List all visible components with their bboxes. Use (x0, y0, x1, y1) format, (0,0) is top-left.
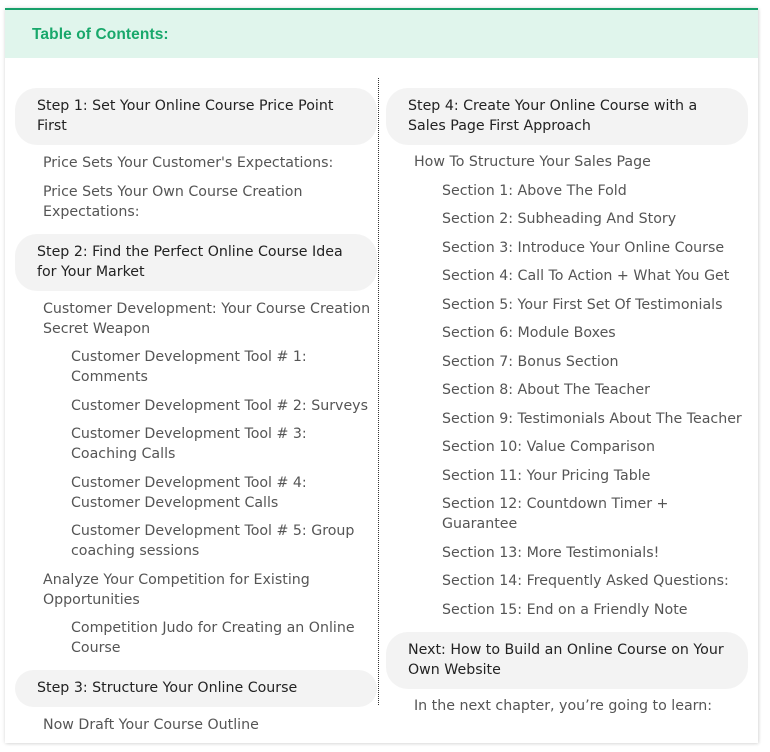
toc-link[interactable]: Section 11: Your Pricing Table (442, 467, 651, 484)
toc-link[interactable]: Now Draft Your Course Outline (43, 717, 259, 733)
toc-link[interactable]: Section 14: Frequently Asked Questions: (442, 573, 729, 589)
toc-link[interactable]: Section 12: Countdown Timer + Guarantee (442, 496, 669, 532)
toc-step-2-link[interactable]: Step 2: Find the Perfect Online Course Idea for Your Market (15, 234, 377, 291)
toc-link[interactable]: Section 2: Subheading And Story (442, 211, 677, 227)
toc-title: Table of Contents: (32, 26, 169, 43)
toc-next-link[interactable]: Next: How to Build an Online Course on Your Own Website (386, 632, 748, 689)
toc-right-column (386, 88, 748, 724)
toc-link[interactable]: Section 10: Value Comparison (442, 439, 655, 455)
column-divider (378, 78, 379, 705)
toc-step-1-link[interactable]: Step 1: Set Your Online Course Price Point First (15, 88, 377, 145)
toc-link[interactable]: Price Sets Your Customer's Expectations: (43, 155, 334, 171)
toc-link[interactable]: Analyze Your Competition for Existing Opportunities (43, 571, 310, 608)
toc-left-column (15, 88, 377, 744)
toc-link[interactable]: Section 8: About The Teacher (442, 382, 650, 398)
toc-step-4-link[interactable]: Step 4: Create Your Online Course with a Sales Page First Approach (386, 88, 748, 145)
toc-step-3-link[interactable]: Step 3: Structure Your Online Course (15, 670, 377, 707)
toc-link[interactable]: Section 9: Testimonials About The Teacher (442, 410, 742, 427)
toc-link[interactable]: Section 13: More Testimonials! (442, 544, 660, 561)
toc-link[interactable]: Section 4: Call To Action + What You Get (442, 268, 730, 284)
toc-link[interactable]: Customer Development: Your Course Creation Secret Weapon (43, 300, 371, 337)
toc-link[interactable]: Section 6: Module Boxes (442, 325, 616, 341)
toc-header (5, 10, 758, 58)
toc-link[interactable]: Price Sets Your Own Course Creation Expectations: (43, 183, 303, 220)
toc-link[interactable]: Section 1: Above The Fold (442, 182, 627, 199)
toc-link[interactable]: Section 15: End on a Friendly Note (442, 601, 688, 618)
toc-link[interactable]: Section 5: Your First Set Of Testimonials (442, 296, 723, 313)
toc-link[interactable]: Customer Development Tool # 2: Surveys (71, 397, 368, 414)
toc-link[interactable]: Customer Development Tool # 3: Coaching Calls (71, 426, 307, 462)
toc-link[interactable]: Competition Judo for Creating an Online Course (71, 620, 355, 656)
toc-link[interactable]: In the next chapter, you’re going to learn: (414, 697, 712, 714)
table-of-contents (5, 8, 758, 743)
toc-link[interactable]: Section 3: Introduce Your Online Course (442, 239, 725, 256)
toc-link[interactable]: Customer Development Tool # 1: Comments (71, 349, 307, 385)
toc-link[interactable]: How To Structure Your Sales Page (414, 154, 651, 170)
toc-link[interactable]: Customer Development Tool # 4: Customer Development Calls (71, 474, 307, 511)
toc-link[interactable]: Customer Development Tool # 5: Group coaching sessions (71, 523, 355, 559)
toc-link[interactable]: Section 7: Bonus Section (442, 353, 619, 370)
